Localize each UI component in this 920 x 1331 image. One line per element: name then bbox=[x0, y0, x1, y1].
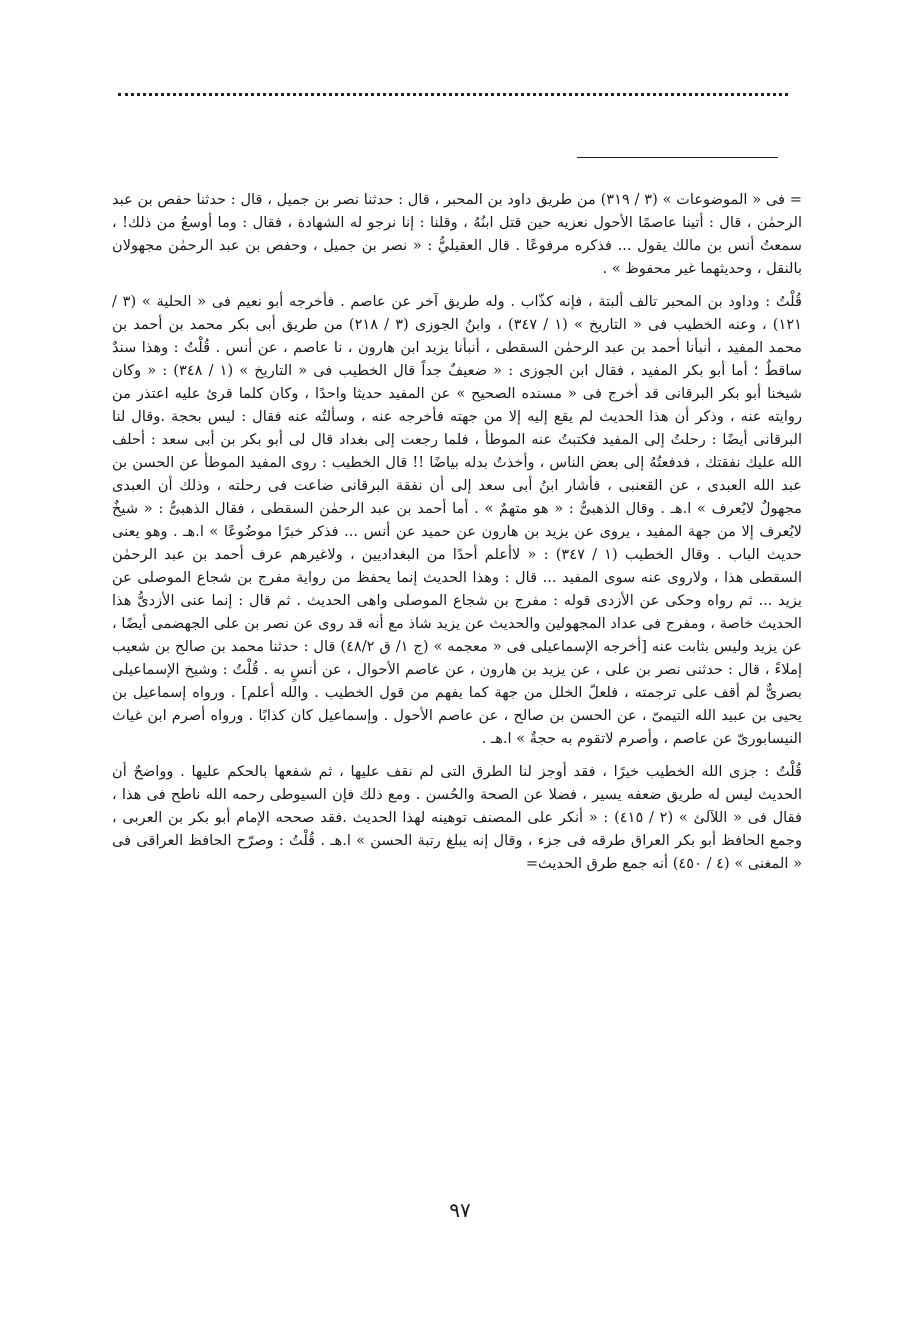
page-header-dotted-rule bbox=[118, 93, 788, 96]
footnote-separator-rule bbox=[577, 157, 778, 158]
footnote-paragraph-2: قُلْتُ : وداود بن المحبر تالف ألبتة ، فإنه كذّاب . وله طريق آخر عن عاصم . فأخرجه أبو نعيم فى « الحلية » (٣ / ١٢١) ، وعنه الخطيب فى « التاريخ » (١ / ٣٤٧) ، وابنُ الجوزى (٣ / ٢١٨) من طريق أبى بكر محمد بن أحمد بن محمد المفيد ، أنبأنا أحمد بن عبد الرحمٰن السقطى ، أنبأنا يزيد ابن هارون ، نا عاصم ، عن أنس . قُلْتُ : وهذا سندٌ ساقطٌ ؛ أما أبو بكر المفيد ، فقال ابن الجوزى : « ضعيفٌ جداً قال الخطيب فى « التاريخ » (١ / ٣٤٨) : « وكان شيخنا أبو بكر البرقانى قد أخرج فى « مسنده الصحيح » عن المفيد حديثا واحدًا ، وكان كلما قرئ عليه اعتذر من روايته عنه ، وذكر أن هذا الحديث لم يقع إليه إلا من جهته فأخرجه عنه ، وسألتُه عنه فقال : ليس بحجة .وقال لنا البرقانى أيضًا : رحلتُ إلى المفيد فكتبتُ عنه الموطأ ، فلما رجعت إلى بغداد قال لى أبو بكر بن أبى سعد : أحلف الله عليك نفقتك ، فدفعتُهُ إلى بعض الناس ، وأخذتُ بدله بياضًا !! قال الخطيب : روى المفيد الموطأ عن الحسن بن عبد الله العبدى ، عن القعنبى ، فأشار ابنُ أبى سعد إلى أن نفقة البرقانى ضاعت فى رحلته ، وذلك أن العبدى مجهولٌ لايُعرف » ا.هـ . وقال الذهبىُّ : « هو متهمٌ » . أما أحمد بن عبد الرحمٰن السقطى ، فقال الذهبىُّ : « شيخٌ لايُعرف إلا من جهة المفيد ، يروى عن يزيد بن هارون عن حميد عن أنس ... فذكر خبرًا موضُوعًا » ا.هـ . وهو يعنى حديث الباب . وقال الخطيب (١ / ٣٤٧) : « لاأعلم أحدًا من البغداديين ، ولاغيرهم عرف أحمد بن عبد الرحمٰن السقطى هذا ، ولاروى عنه سوى المفيد ... قال : وهذا الحديث إنما يحفظ من رواية مفرج بن شجاع الموصلى عن يزيد ... ثم رواه وحكى عن الأزدى قوله : مفرج بن شجاع الموصلى واهى الحديث . ثم قال : إنما عنى الأزدىُّ هذا الحديث خاصة ، ومفرج فى عداد المجهولين والحديث عن يزيد شاذ مع أنه قد روى عن نصر بن على الجهضمى أيضًا ، عن يزيد وليس بثابت عنه [أخرجه الإسماعيلى فى « معجمه » (ج ١/ ق ٤٨/٢) قال : حدثنا محمد بن صالح بن شعيب إملاءً ، قال : حدثنى نصر بن على ، عن يزيد بن هارون ، عن عاصم الأحوال ، عن أنسٍ به . قُلْتُ : وشيخ الإسماعيلى بصرىٌّ لم أقف على ترجمته ، فلعلّ الخلل من جهة كما يفهم من قول الخطيب . والله أعلم] . ورواه إسماعيل بن يحيى بن عبيد الله التيمىّ ، عن الحسن بن صالح ، عن عاصم الأحول . وإسماعيل كان كذابًا . ورواه أصرم ابن غياث النيسابورىّ عن عاصم ، وأصرم لاتقوم به حجةٌ » ا.هـ . bbox=[112, 293, 803, 747]
footnote-paragraph-3: قُلْتُ : جزى الله الخطيب خيرًا ، فقد أوجز لنا الطرق التى لم نقف عليها ، ثم شفعها بالحكم عليها . وواضحٌ أن الحديث ليس له طريق ضعفه يسير ، فضلا عن الصحة والحُسن . ومع ذلك فإن السيوطى رحمه الله ناطح فى هذا ، فقال فى « اللآلئ » (٢ / ٤١٥) : « أنكر على المصنف توهينه لهذا الحديث .فقد صححه الإمام أبو بكر بن العربى ، وجمع الحافظ أبو بكر العراق طرقه فى جزء ، وقال إنه يبلغ رتبة الحسن » ا.هـ . قُلْتُ : وصرّح الحافظ العراقى فى « المغنى » (٤ / ٤٥٠) أنه جمع طرق الحديث= bbox=[112, 763, 802, 872]
footnote-paragraph-1: = فى « الموضوعات » (٣ / ٣١٩) من طريق داود بن المحبر ، قال : حدثنا نصر بن جميل ، قال : حدثنا حفص بن عبد الرحمٰن ، قال : أتينا عاصمًا الأحول نعزيه حين قتل ابنُهُ ، وقلنا : إنا نرجو له الشهادة ، فقال : وما أوسعُ من ذلك! ، سمعتُ أنس بن مالك يقول ... فذكره مرفوعًا . قال العقيليُّ : « نصر بن جميل ، وحفص بن عبد الرحمٰن مجهولان بالنقل ، وحديثهما غير محفوظ » . bbox=[112, 191, 802, 277]
page-number: ٩٧ bbox=[449, 1198, 471, 1222]
footnote-text-block bbox=[112, 188, 802, 875]
